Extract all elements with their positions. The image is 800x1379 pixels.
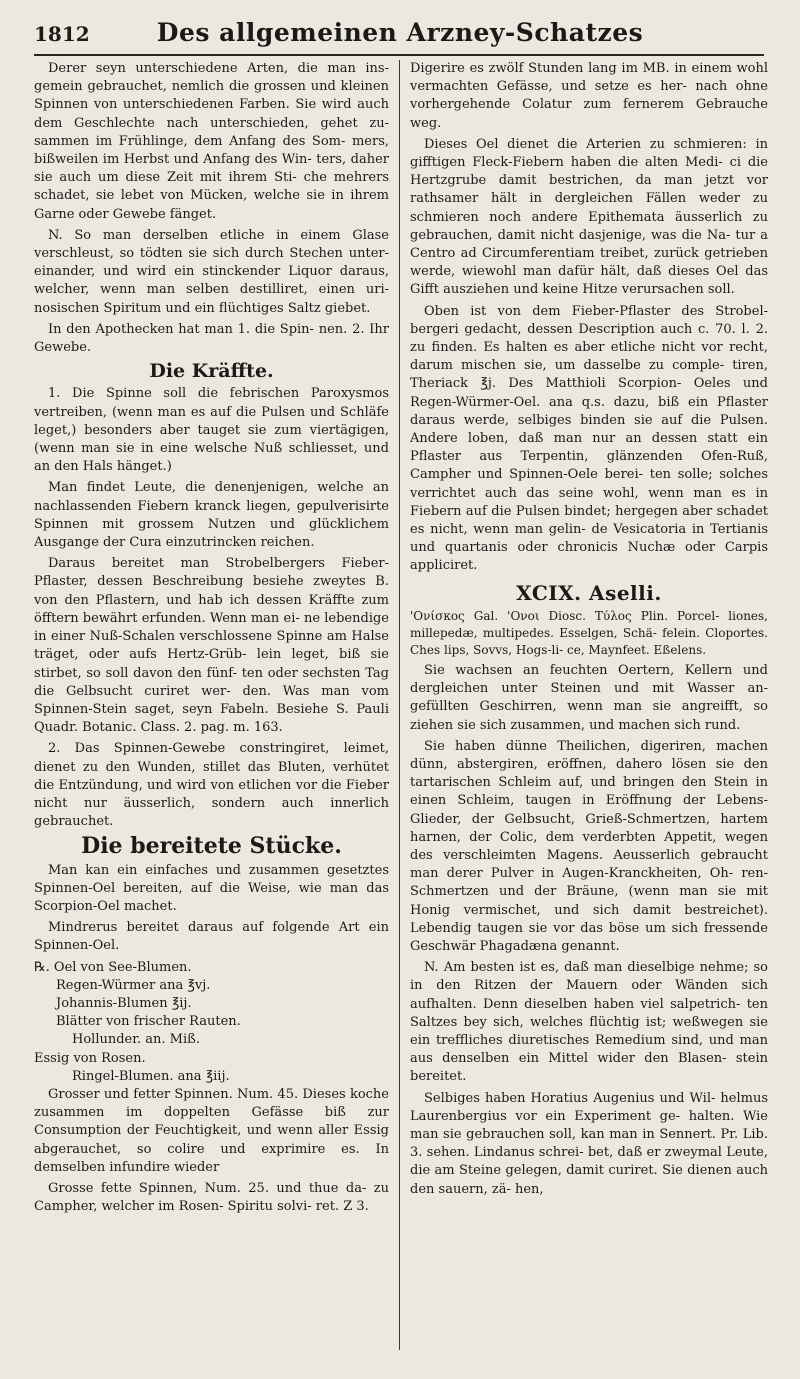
paragraph: Digerire es zwölf Stunden lang im MB. in einem wohl vermachten Gefässe, und setze es her- nach ohne vorhergehende Colatur zum fernerem Gebrauche weg. (410, 61, 768, 131)
paragraph: In den Apothecken hat man 1. die Spin- nen. 2. Ihr Gewebe. (34, 321, 389, 356)
running-title: Des allgemeinen Arzney-Schatzes (156, 18, 644, 47)
paragraph: Mindrerus bereitet daraus auf folgende Art ein Spinnen-Oel. (34, 920, 389, 954)
paragraph: Man kan ein einfaches und zusammen gesetztes Spinnen-Oel bereiten, auf die Weise, wie man das Scorpion-Oel machet. (34, 862, 389, 914)
paragraph: Grosse fette Spinnen, Num. 25. und thue da- zu Campher, welcher im Rosen- Spiritu solvi- ret. Z 3. (34, 1180, 389, 1215)
paragraph: Dieses Oel dienet die Arterien zu schmieren: in gifftigen Fleck-Fiebern haben die alten Medi- ci die Hertzgrube damit bestrichen, da man jetzt vor rathsamer hält in dergleichen Fällen weder zu schmieren noch andere Epithemata äusserlich zu gebrauchen, damit nicht dasjenige, was die Na- tur a Centro ad Circumferentiam treibet, zurück getrieben werde, wiewohl man dafür hält, daß dieses Oel das Gifft ausziehen und keine Hitze verursachen soll. (410, 136, 768, 298)
section-heading: Die Kräffte. (149, 360, 274, 383)
recipe-line: Blätter von frischer Rauten. (56, 1014, 241, 1030)
paragraph: 2. Das Spinnen-Gewebe constringiret, leimet, dienet zu den Wunden, stillet das Bluten, verhütet die Entzündung, und wird von etlichen vor die Fieber nicht nur äusserlich, sondern auch innerlich gebrauchet. (34, 741, 389, 830)
paragraph: Man findet Leute, die denenjenigen, welche an nachlassenden Fiebern kranck liegen, gepulverisirte Spinnen mit grossem Nutzen und glücklichem Ausgange der Cura einzutrincken reichen. (34, 480, 389, 551)
recipe-line: Regen-Würmer ana ℥vj. (56, 977, 211, 993)
recipe-line: ℞. Oel von See-Blumen. (34, 959, 192, 975)
paragraph: Oben ist von dem Fieber-Pflaster des Strobel- bergeri gedacht, dessen Description auch c. 70. l. 2. zu finden. Es halten es aber etliche nicht vor recht, darum mischen sie, um dasselbe zu comple- tiren, Theriack ℥j. Des Matthioli Scorpion- Oeles und Regen-Würmer-Oel. ana q.s. dazu, biß ein Pflaster daraus werde, selbiges binden sie auf die Pulsen. Andere loben, daß man nur an dessen statt ein Pflaster aus Terpentin, glänzenden Ofen-Ruß, Campher und Spinnen-Oele berei- ten solle; solches verrichtet auch das seine wohl, wenn man es in Fiebern auf die Pulsen bindet; hergegen aber schadet es nicht, wenn man gelin- de Vesicatoria in Tertianis und quartanis oder chronicis Nuchæ oder Carpis appliciret. (410, 303, 768, 574)
recipe-line: Hollunder. an. Miß. (72, 1032, 200, 1048)
left-column (34, 60, 389, 1365)
recipe-line: Johannis-Blumen ℥ij. (56, 995, 192, 1011)
paragraph: Sie wachsen an feuchten Oertern, Kellern und dergleichen unter Steinen und mit Wasser an- gefüllten Geschirren, wenn man sie angreifft, so ziehen sie sich zusammen, und machen sich rund. (410, 662, 768, 733)
paragraph: Derer seyn unterschiedene Arten, die man ins- gemein gebrauchet, nemlich die grossen und kleinen Spinnen von unterschiedenen Farben. Sie wird auch dem Geschlechte nach unterschieden, gehet zu- sammen im Frühlinge, dem Anfang des Som- mers, bißweilen im Herbst und Anfang des Win- ters, daher sie auch um diese Zeit mit ihrem Sti- che mehrers schadet, sie lebet von Mücken, welche sie in ihrem Garne oder Gewebe fänget. (34, 61, 389, 222)
paragraph: N. So man derselben etliche in einem Glase verschleust, so tödten sie sich durch Stechen unter- einander, und wird ein stinckender Liquor daraus, welcher, wenn man selben destilliret, einen uri- nosischen Spiritum und ein flüchtiges Saltz giebet. (34, 227, 389, 316)
page-header (28, 16, 772, 50)
paragraph: Grosser und fetter Spinnen. Num. 45. Dieses koche zusammen im doppelten Gefässe biß zur Consumption der Feuchtigkeit, und wenn aller Essig abgerauchet, so colire und exprimire es. In demselben infundire wieder (34, 1086, 389, 1175)
synonyms-paragraph: 'Ονίσκος Gal. 'Ονοι Diosc. Τύλος Plin. Porcel- liones, millepedæ, multipedes. Esselgen, Schä- felein. Cloportes. Ches lips, Sovvs, Hogs-li- ce, Maynfeet. Eßelens. (410, 608, 768, 657)
paragraph: Selbiges haben Horatius Augenius und Wil- helmus Laurenbergius vor ein Experiment ge- halten. Wie man sie gebrauchen soll, kan man in Sennert. Pr. Lib. 3. sehen. Lindanus schrei- bet, daß er zweymal Leute, die am Steine gelegen, damit curiret. Sie dienen auch den sauern, zä- hen, (410, 1090, 768, 1197)
column-divider (399, 60, 400, 1350)
paragraph: Daraus bereitet man Strobelbergers Fieber- Pflaster, dessen Beschreibung besiehe zweytes B. von den Pflastern, und hab ich dessen Kräffte zum öfftern bewährt erfunden. Wenn man ei- ne lebendige in einer Nuß-Schalen verschlossene Spinne am Halse träget, oder aufs Hertz-Grüb- lein leget, biß sie stirbet, so soll davon den fünf- ten oder sechsten Tag die Gelbsucht curiret wer- den. Was man vom Spinnen-Stein saget, seyn Fabeln. Besiehe S. Pauli Quadr. Botanic. Class. 2. pag. m. 163. (34, 556, 389, 736)
page-number: 1812 (34, 22, 90, 46)
paragraph: Sie haben dünne Theilichen, digeriren, machen dünn, abstergiren, eröffnen, dahero lösen sie den tartarischen Schleim auf, und bringen den Stein in einen Schleim, taugen in Eröffnung der Lebens- Glieder, der Gelbsucht, Grieß-Schmertzen, hartem harnen, der Colic, dem verderbten Appetit, wegen des verschleimten Magens. Aeusserlich gebraucht man derer Pulver in Augen-Kranckheiten, Oh- ren-Schmertzen und der Bräune, (wenn man sie mit Honig vermischet, und sich damit bestreichet). Lebendig taugen sie vor das böse um sich fressende Geschwär Phagadæna genannt. (410, 738, 768, 954)
right-column (410, 60, 768, 1365)
paragraph: 1. Die Spinne soll die febrischen Paroxysmos vertreiben, (wenn man es auf die Pulsen und Schläfe leget,) besonders aber tauget sie zum viertägigen, (wenn man sie in eine welsche Nuß schliesset, und an den Hals hänget.) (34, 386, 389, 475)
header-rule (34, 54, 764, 56)
section-heading: Die bereitete Stücke. (81, 833, 342, 860)
recipe-line: Essig von Rosen. (34, 1050, 146, 1066)
section-heading: XCIX. Aselli. (516, 580, 662, 605)
paragraph: N. Am besten ist es, daß man dieselbige nehme; so in den Ritzen der Mauern oder Wänden sich aufhalten. Denn dieselben haben viel salpetrich- ten Saltzes bey sich, welches flüchtig ist; weßwegen sie ein treffliches diuretisches Remedium sind, und man aus denselben ein Mittel wider den Blasen- stein bereitet. (410, 960, 768, 1085)
recipe-line: Ringel-Blumen. ana ℥iij. (72, 1068, 230, 1084)
